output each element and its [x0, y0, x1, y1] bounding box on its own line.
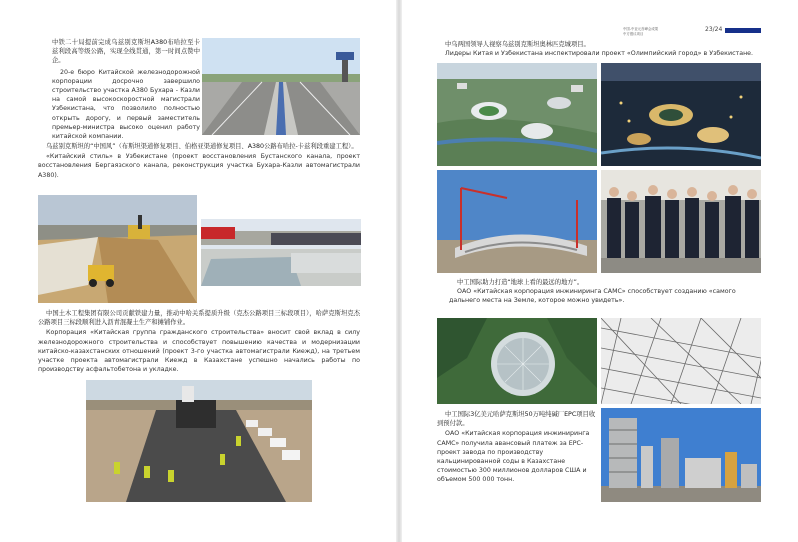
olympic-city-night-render	[601, 63, 761, 166]
left-block3-cn: 中国土木工程集团有限公司贡献铁建力量，推动中哈关系提质升级（克杰公路项目三标段项目），哈萨克斯坦克杰公路项目三标段顺利进入沥青混凝土生产和摊铺作业。	[38, 310, 360, 327]
left-block3-text	[38, 309, 360, 374]
olympic-city-day-render	[437, 63, 597, 166]
right-block3-ru: ОАО «Китайская корпорация инжиниринга CAMC» получила авансовый платеж за EPC-проект завода по производству кальцинированной соды в Казахстане стоимостью 300 миллионов долларов США и объемом 500 000 тонн.	[437, 430, 590, 484]
right-block2-text	[449, 278, 763, 306]
right-block1-ru: Лидеры Китая и Узбекистана инспектировали проект «Олимпийский город» в Узбекистане.	[445, 50, 754, 58]
stadium-construction-photo	[437, 170, 597, 273]
highway-photo	[202, 38, 360, 135]
canal-construction-photo	[38, 195, 197, 303]
header-line2: 中方倡议项目	[623, 31, 644, 36]
right-block3-cn: 中工国际3亿美元哈萨克斯坦50万吨纯碱厂EPC项目收到预付款。	[437, 411, 596, 428]
telescope-aerial-photo	[437, 318, 597, 404]
header-line1: 中国-中亚元首峰会成果	[623, 27, 659, 31]
header-accent-bar	[725, 28, 761, 33]
left-block1-cn: 中铁二十局提前完成乌兹别克斯坦A380布哈拉至卡兹利段高等级公路，实现全线贯通，第一时间点赞中企。	[52, 39, 200, 65]
right-block1-text	[437, 40, 767, 58]
soda-plant-photo	[601, 408, 761, 502]
right-block1-cn: 中乌两国领导人视察乌兹别克斯坦奥林匹克城项目。	[445, 41, 590, 48]
canal-ceremony-photo	[201, 219, 361, 286]
left-block2-cn: 乌兹别克斯坦的“中国风”（布斯坦渠道修复项目、伯格亚渠道修复项目、A380公路布哈拉-卡兹利段重建工程）。	[46, 143, 358, 150]
right-block2-ru: ОАО «Китайская корпорация инжиниринга CAMC» способствует созданию «самого дальнего места на Земле, которое можно увидеть».	[449, 288, 736, 305]
right-page	[399, 0, 798, 542]
left-block3-ru: Корпорация «Китайская группа гражданского строительства» вносит свой вклад в силу железнодорожного строительства и способствует повышению качества и модернизации китайско-казахстанских отношений (проект 3-го участка автомагистрали Киежд), на третьем участке проекта автомагистрали Киежд в Казахстане успешно начались работы по производству асфальтобетона и укладке.	[38, 329, 360, 374]
left-block2-ru: «Китайский стиль» в Узбекистане (проект восстановления Бустанского канала, проект восстановления Бергаязского канала, реконструкция участка Бухара-Казли автомагистрали A380).	[38, 153, 360, 179]
right-block2-cn: 中工国际助力打造“地球上看的最远的地方”。	[457, 279, 584, 286]
telescope-mesh-photo	[601, 318, 761, 404]
asphalt-paving-photo	[86, 380, 312, 502]
left-block1-ru: 20-е бюро Китайской железнодорожной корпорации досрочно завершило строительство участка A380 Бухара - Казли на самой высокоскоростной магистрали Узбекистана, что позволило полностью открыть дорогу, и первый заместитель премьер-министра высоко оценил работу китайской компании.	[52, 68, 200, 141]
left-block1-text	[52, 38, 200, 141]
running-header	[623, 27, 703, 36]
left-block2-text	[38, 142, 360, 180]
right-block3-text	[437, 410, 597, 485]
leaders-visit-photo	[601, 170, 761, 273]
page-number: 23/24	[705, 26, 723, 33]
